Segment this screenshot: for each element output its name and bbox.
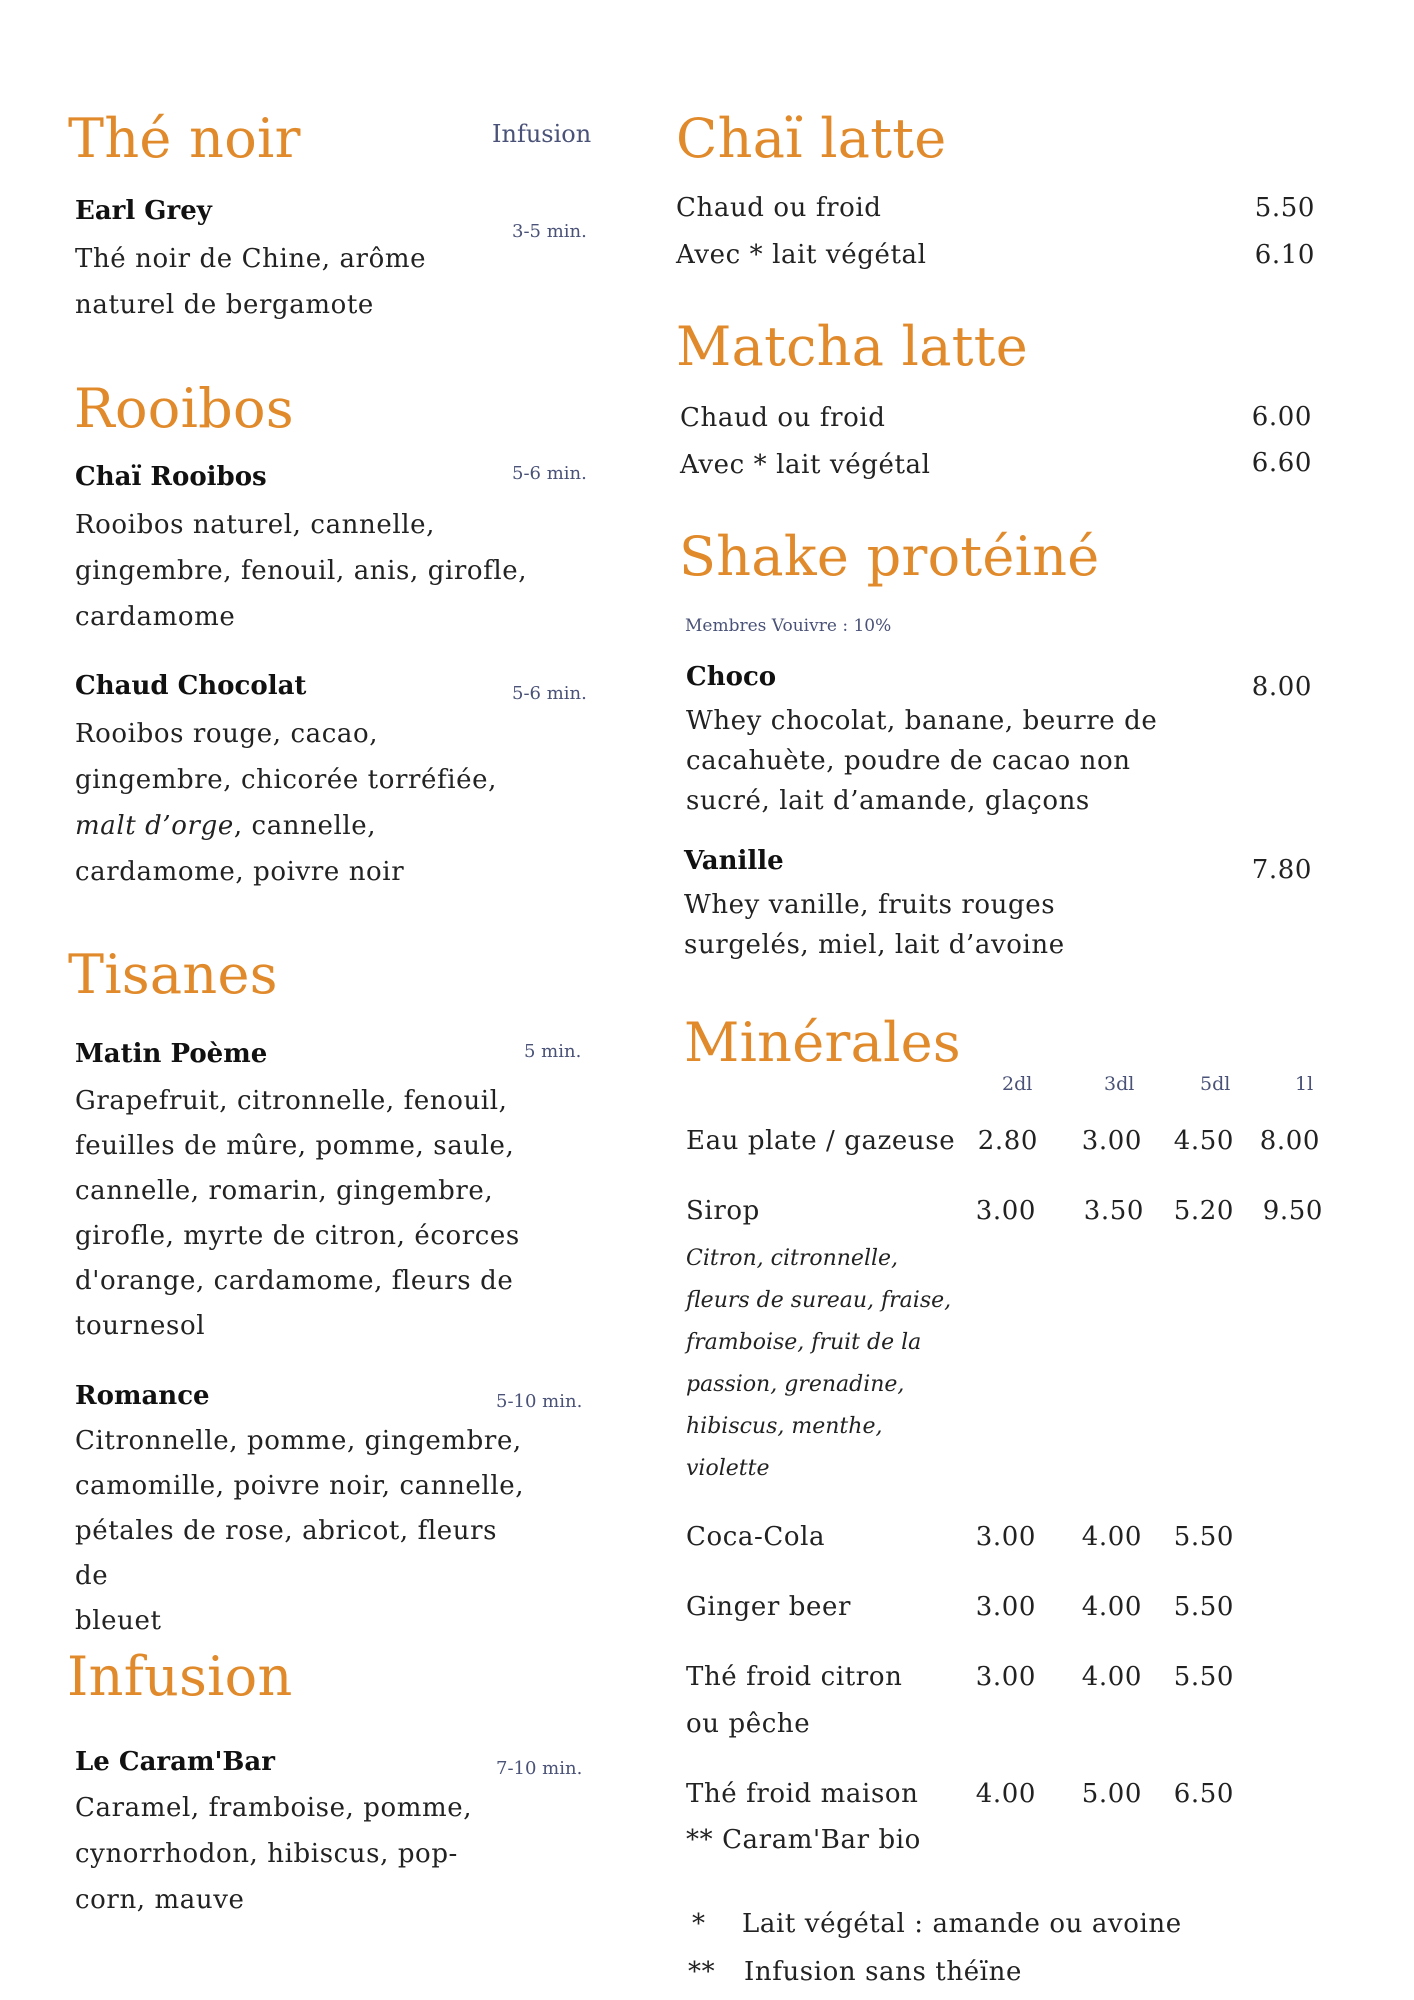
section-title-rooibos: Rooibos bbox=[74, 377, 294, 440]
row-label: Coca-Cola bbox=[686, 1522, 826, 1552]
price-2dl: 3.00 bbox=[975, 1662, 1036, 1692]
row-label: Eau plate / gazeuse bbox=[686, 1126, 956, 1156]
footnote-mark: ** bbox=[688, 1957, 716, 1987]
item-name: Chaud Chocolat bbox=[75, 671, 307, 701]
price-3dl: 4.00 bbox=[1081, 1662, 1142, 1692]
price-5dl: 5.20 bbox=[1173, 1196, 1234, 1226]
steep-time: 5-6 min. bbox=[512, 683, 587, 704]
price-5dl: 4.50 bbox=[1173, 1126, 1234, 1156]
row-label: Avec * lait végétal bbox=[676, 240, 927, 270]
item-name: Choco bbox=[686, 662, 777, 692]
section-title-the-noir: Thé noir bbox=[68, 107, 301, 170]
price-5dl: 5.50 bbox=[1173, 1662, 1234, 1692]
size-header: 1l bbox=[1295, 1073, 1314, 1095]
item-name: Matin Poème bbox=[75, 1039, 268, 1069]
section-tag-infusion: Infusion bbox=[492, 120, 592, 148]
item-price: 7.80 bbox=[1251, 855, 1312, 885]
price-2dl: 3.00 bbox=[975, 1592, 1036, 1622]
steep-time: 3-5 min. bbox=[512, 221, 587, 242]
item-name: Romance bbox=[75, 1381, 210, 1411]
price-1l: 8.00 bbox=[1259, 1126, 1320, 1156]
item-description: Whey chocolat, banane, beurre de cacahuète, poudre de cacao non sucré, lait d’amande, glaçons bbox=[686, 706, 1158, 816]
price-2dl: 3.00 bbox=[975, 1196, 1036, 1226]
item-name: Le Caram'Bar bbox=[75, 1747, 275, 1777]
price-3dl: 3.50 bbox=[1083, 1196, 1144, 1226]
size-header: 2dl bbox=[1002, 1073, 1033, 1095]
section-title-chai-latte: Chaï latte bbox=[676, 107, 947, 170]
row-label: Sirop bbox=[686, 1196, 760, 1226]
row-price: 6.10 bbox=[1254, 240, 1315, 270]
row-label: Chaud ou froid bbox=[680, 403, 886, 433]
section-title-minerales: Minérales bbox=[684, 1011, 961, 1074]
italic-ingredient: malt d’orge bbox=[75, 811, 234, 841]
section-title-tisanes: Tisanes bbox=[68, 943, 278, 1006]
price-5dl: 6.50 bbox=[1173, 1779, 1234, 1809]
row-label: Thé froid maison bbox=[686, 1779, 919, 1809]
section-title-shake: Shake protéiné bbox=[679, 525, 1100, 588]
sirop-flavors: Citron, citronnelle, fleurs de sureau, fraise, framboise, fruit de la passion, grenadine, hibiscus, menthe, violette bbox=[686, 1246, 952, 1481]
item-name: Chaï Rooibos bbox=[75, 462, 267, 492]
item-description: Thé noir de Chine, arôme naturel de bergamote bbox=[75, 244, 427, 320]
price-3dl: 5.00 bbox=[1081, 1779, 1142, 1809]
price-2dl: 2.80 bbox=[977, 1126, 1038, 1156]
footnote-text: Infusion sans théïne bbox=[744, 1957, 1022, 1987]
price-3dl: 4.00 bbox=[1081, 1592, 1142, 1622]
steep-time: 5-6 min. bbox=[512, 463, 587, 484]
steep-time: 7-10 min. bbox=[496, 1758, 583, 1779]
row-label-line2: ou pêche bbox=[686, 1709, 811, 1739]
price-5dl: 5.50 bbox=[1173, 1592, 1234, 1622]
item-description: Grapefruit, citronnelle, fenouil, feuilles de mûre, pomme, saule, cannelle, romarin, gingembre, girofle, myrte de citron, écorces d'orange, cardamome, fleurs de tournesol bbox=[75, 1086, 520, 1341]
item-description: Caramel, framboise, pomme, cynorrhodon, hibiscus, pop- corn, mauve bbox=[75, 1793, 473, 1915]
price-2dl: 4.00 bbox=[975, 1779, 1036, 1809]
member-discount-note: Membres Vouivre : 10% bbox=[685, 616, 892, 636]
row-label: Thé froid citron bbox=[686, 1662, 903, 1692]
row-label: Ginger beer bbox=[686, 1592, 851, 1622]
item-name: Vanille bbox=[684, 846, 784, 876]
item-description: Whey vanille, fruits rouges surgelés, miel, lait d’avoine bbox=[684, 890, 1065, 960]
row-label: Chaud ou froid bbox=[676, 193, 882, 223]
price-3dl: 4.00 bbox=[1081, 1522, 1142, 1552]
price-1l: 9.50 bbox=[1262, 1196, 1323, 1226]
steep-time: 5-10 min. bbox=[496, 1391, 583, 1412]
size-header: 3dl bbox=[1104, 1073, 1135, 1095]
item-name: Earl Grey bbox=[75, 196, 212, 226]
section-title-infusion: Infusion bbox=[67, 1645, 293, 1708]
item-description: Rooibos rouge, cacao, gingembre, chicorée torréfiée, malt d’orge, cannelle, cardamome, poivre noir bbox=[75, 719, 498, 887]
row-price: 6.60 bbox=[1251, 448, 1312, 478]
row-label-line2: ** Caram'Bar bio bbox=[686, 1825, 921, 1855]
item-price: 8.00 bbox=[1251, 672, 1312, 702]
section-title-matcha-latte: Matcha latte bbox=[676, 315, 1028, 378]
price-5dl: 5.50 bbox=[1173, 1522, 1234, 1552]
row-label: Avec * lait végétal bbox=[680, 450, 931, 480]
size-header: 5dl bbox=[1200, 1073, 1231, 1095]
item-description: Rooibos naturel, cannelle, gingembre, fenouil, anis, girofle, cardamome bbox=[75, 510, 528, 632]
item-description: Citronnelle, pomme, gingembre, camomille, poivre noir, cannelle, pétales de rose, abricot, fleurs de bleuet bbox=[75, 1426, 525, 1636]
footnote-mark: * bbox=[692, 1909, 706, 1939]
row-price: 5.50 bbox=[1254, 193, 1315, 223]
price-2dl: 3.00 bbox=[975, 1522, 1036, 1552]
row-price: 6.00 bbox=[1251, 402, 1312, 432]
price-3dl: 3.00 bbox=[1081, 1126, 1142, 1156]
steep-time: 5 min. bbox=[524, 1041, 582, 1062]
footnote-text: Lait végétal : amande ou avoine bbox=[742, 1909, 1182, 1939]
